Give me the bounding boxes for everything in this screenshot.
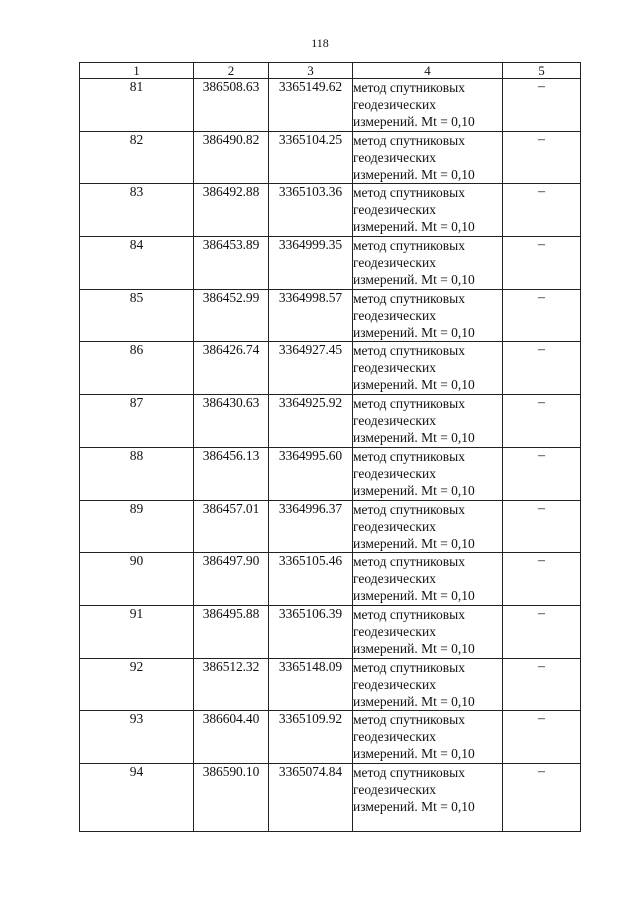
x-coordinate-cell: 386492.88 xyxy=(194,184,269,237)
method-line-3: измерений. Mt = 0,10 xyxy=(353,114,475,129)
method-line-3: измерений. Mt = 0,10 xyxy=(353,588,475,604)
table-row xyxy=(80,131,581,184)
method-line-1: метод спутниковых xyxy=(353,290,465,306)
method-cell xyxy=(353,553,503,606)
method-cell xyxy=(353,658,503,711)
method-cell xyxy=(353,184,503,237)
note-cell: – xyxy=(503,711,581,764)
x-coordinate-cell: 386457.01 xyxy=(194,500,269,553)
point-number-cell: 88 xyxy=(80,447,194,500)
method-line-2: геодезических xyxy=(353,781,436,797)
table-row xyxy=(80,395,581,448)
column-header-3: 3 xyxy=(269,63,353,79)
table-row xyxy=(80,237,581,290)
table-row xyxy=(80,763,581,831)
note-cell: – xyxy=(503,184,581,237)
x-coordinate-cell: 386495.88 xyxy=(194,605,269,658)
y-coordinate-cell: 3364999.35 xyxy=(269,237,353,290)
method-cell xyxy=(353,763,503,831)
method-line-3: измерений. Mt = 0,10 xyxy=(353,272,475,288)
method-line-3: измерений. Mt = 0,10 xyxy=(353,166,475,182)
y-coordinate-cell: 3365109.92 xyxy=(269,711,353,764)
method-line-2: геодезических xyxy=(353,413,436,429)
y-coordinate-cell: 3364927.45 xyxy=(269,342,353,395)
method-line-1: метод спутниковых xyxy=(353,185,465,201)
table-row xyxy=(80,553,581,606)
point-number-cell: 82 xyxy=(80,131,194,184)
table-body xyxy=(80,79,581,832)
y-coordinate-cell: 3365105.46 xyxy=(269,553,353,606)
method-cell xyxy=(353,447,503,500)
note-cell: – xyxy=(503,289,581,342)
method-line-3: измерений. Mt = 0,10 xyxy=(353,746,475,762)
method-line-2: геодезических xyxy=(353,307,436,323)
column-header-5: 5 xyxy=(503,63,581,79)
table-row xyxy=(80,289,581,342)
point-number-cell: 84 xyxy=(80,237,194,290)
note-cell: – xyxy=(503,605,581,658)
y-coordinate-cell: 3365074.84 xyxy=(269,763,353,831)
x-coordinate-cell: 386508.63 xyxy=(194,79,269,132)
x-coordinate-cell: 386456.13 xyxy=(194,447,269,500)
y-coordinate-cell: 3365149.62 xyxy=(269,79,353,132)
x-coordinate-cell: 386453.89 xyxy=(194,237,269,290)
table-row xyxy=(80,184,581,237)
note-cell: – xyxy=(503,79,581,132)
method-line-3: измерений. Mt = 0,10 xyxy=(353,324,475,340)
point-number-cell: 91 xyxy=(80,605,194,658)
method-line-3: измерений. Mt = 0,10 xyxy=(353,482,475,498)
note-cell: – xyxy=(503,237,581,290)
header-row xyxy=(80,63,581,79)
method-line-3: измерений. Mt = 0,10 xyxy=(353,430,475,446)
coordinates-table xyxy=(79,62,581,832)
x-coordinate-cell: 386426.74 xyxy=(194,342,269,395)
x-coordinate-cell: 386604.40 xyxy=(194,711,269,764)
method-line-3: измерений. Mt = 0,10 xyxy=(353,798,475,814)
method-line-2: геодезических xyxy=(353,518,436,534)
method-cell xyxy=(353,605,503,658)
point-number-cell: 92 xyxy=(80,658,194,711)
method-line-1: метод спутниковых xyxy=(353,554,465,570)
method-line-2: геодезических xyxy=(353,97,436,112)
method-cell xyxy=(353,500,503,553)
note-cell: – xyxy=(503,553,581,606)
table-header xyxy=(80,63,581,79)
method-line-1: метод спутниковых xyxy=(353,712,465,728)
method-line-2: геодезических xyxy=(353,360,436,376)
method-line-1: метод спутниковых xyxy=(353,80,465,95)
x-coordinate-cell: 386430.63 xyxy=(194,395,269,448)
y-coordinate-cell: 3364998.57 xyxy=(269,289,353,342)
method-line-1: метод спутниковых xyxy=(353,606,465,622)
note-cell: – xyxy=(503,763,581,831)
note-cell: – xyxy=(503,131,581,184)
method-line-3: измерений. Mt = 0,10 xyxy=(353,693,475,709)
method-line-1: метод спутниковых xyxy=(353,343,465,359)
x-coordinate-cell: 386512.32 xyxy=(194,658,269,711)
method-line-2: геодезических xyxy=(353,729,436,745)
method-line-2: геодезических xyxy=(353,571,436,587)
table-row xyxy=(80,658,581,711)
note-cell: – xyxy=(503,658,581,711)
method-cell xyxy=(353,131,503,184)
method-cell xyxy=(353,711,503,764)
method-line-2: геодезических xyxy=(353,676,436,692)
method-line-1: метод спутниковых xyxy=(353,659,465,675)
table-row xyxy=(80,711,581,764)
point-number-cell: 83 xyxy=(80,184,194,237)
method-line-2: геодезических xyxy=(353,255,436,271)
table-row xyxy=(80,447,581,500)
column-header-4: 4 xyxy=(353,63,503,79)
note-cell: – xyxy=(503,500,581,553)
point-number-cell: 81 xyxy=(80,79,194,132)
x-coordinate-cell: 386452.99 xyxy=(194,289,269,342)
table-row xyxy=(80,605,581,658)
method-line-3: измерений. Mt = 0,10 xyxy=(353,219,475,235)
method-line-1: метод спутниковых xyxy=(353,238,465,254)
method-cell xyxy=(353,289,503,342)
method-cell xyxy=(353,342,503,395)
y-coordinate-cell: 3364995.60 xyxy=(269,447,353,500)
method-cell xyxy=(353,395,503,448)
column-header-1: 1 xyxy=(80,63,194,79)
method-line-3: измерений. Mt = 0,10 xyxy=(353,640,475,656)
method-line-1: метод спутниковых xyxy=(353,764,465,780)
method-line-2: геодезических xyxy=(353,149,436,165)
table-row xyxy=(80,500,581,553)
point-number-cell: 86 xyxy=(80,342,194,395)
method-line-1: метод спутниковых xyxy=(353,448,465,464)
note-cell: – xyxy=(503,342,581,395)
table-row xyxy=(80,342,581,395)
x-coordinate-cell: 386590.10 xyxy=(194,763,269,831)
point-number-cell: 94 xyxy=(80,763,194,831)
x-coordinate-cell: 386490.82 xyxy=(194,131,269,184)
y-coordinate-cell: 3364925.92 xyxy=(269,395,353,448)
method-line-2: геодезических xyxy=(353,202,436,218)
method-line-2: геодезических xyxy=(353,465,436,481)
method-line-2: геодезических xyxy=(353,623,436,639)
column-header-2: 2 xyxy=(194,63,269,79)
method-line-1: метод спутниковых xyxy=(353,132,465,148)
note-cell: – xyxy=(503,395,581,448)
note-cell: – xyxy=(503,447,581,500)
method-line-3: измерений. Mt = 0,10 xyxy=(353,377,475,393)
x-coordinate-cell: 386497.90 xyxy=(194,553,269,606)
y-coordinate-cell: 3365103.36 xyxy=(269,184,353,237)
method-cell xyxy=(353,237,503,290)
method-line-1: метод спутниковых xyxy=(353,501,465,517)
point-number-cell: 85 xyxy=(80,289,194,342)
point-number-cell: 87 xyxy=(80,395,194,448)
y-coordinate-cell: 3365148.09 xyxy=(269,658,353,711)
point-number-cell: 89 xyxy=(80,500,194,553)
method-cell xyxy=(353,79,503,132)
point-number-cell: 93 xyxy=(80,711,194,764)
method-line-3: измерений. Mt = 0,10 xyxy=(353,535,475,551)
method-line-1: метод спутниковых xyxy=(353,396,465,412)
y-coordinate-cell: 3364996.37 xyxy=(269,500,353,553)
y-coordinate-cell: 3365106.39 xyxy=(269,605,353,658)
page-number: 118 xyxy=(311,36,329,50)
y-coordinate-cell: 3365104.25 xyxy=(269,131,353,184)
point-number-cell: 90 xyxy=(80,553,194,606)
table-row xyxy=(80,79,581,132)
